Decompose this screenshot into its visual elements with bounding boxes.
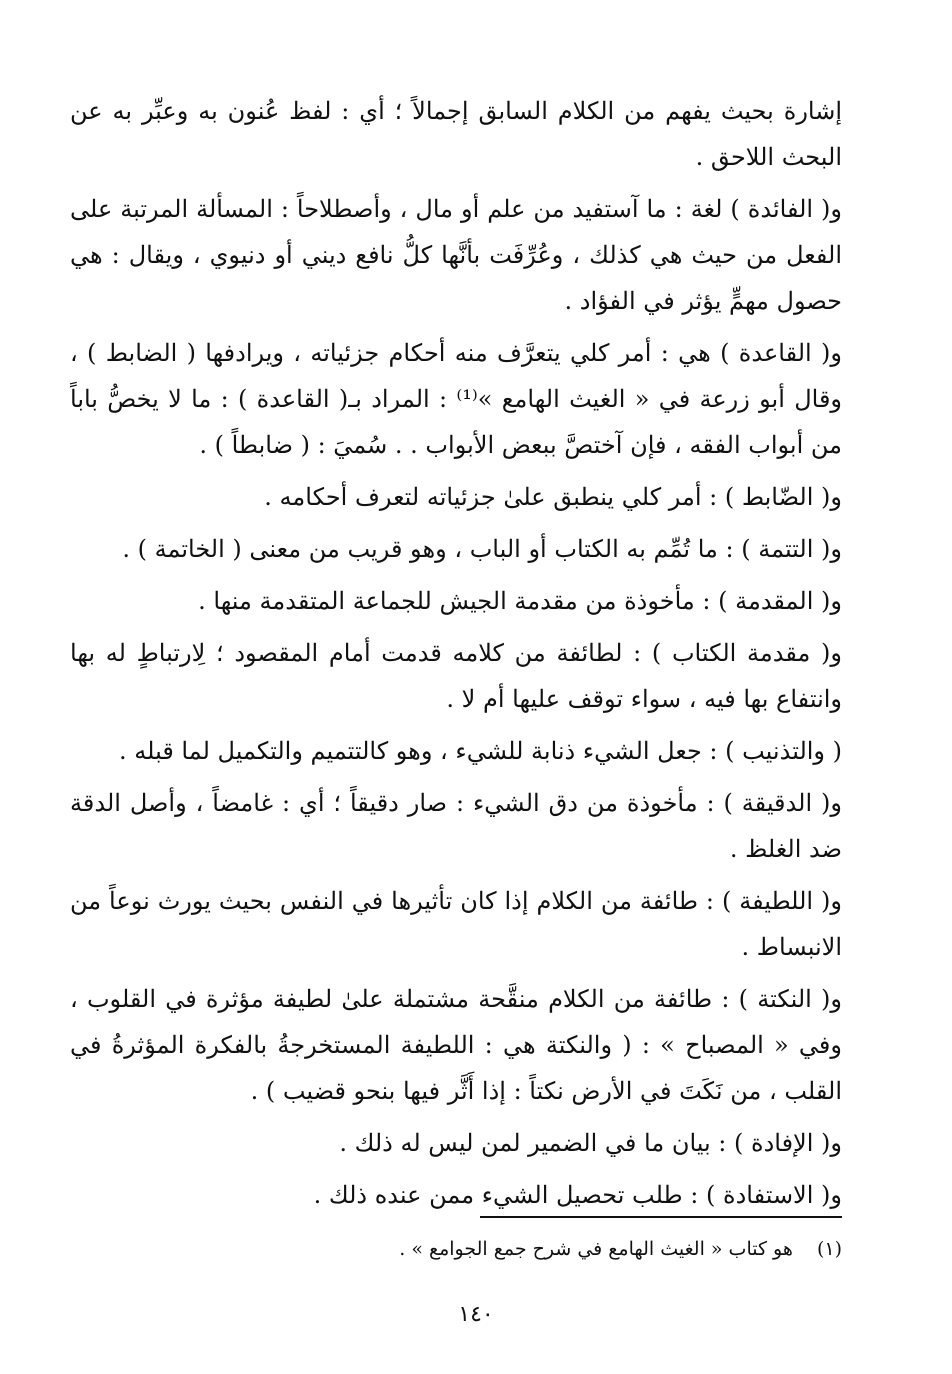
footnote [142, 1234, 842, 1264]
paragraph-3: و( القاعدة ) هي : أمر كلي يتعرَّف منه أحكام جزئياته ، ويرادفها ( الضابط ) ، وقال أبو زرعة في « الغيث الهامع »⁽¹⁾ : المراد بـ( القاعدة ) : ما لا يخصُّ باباً من أبواب الفقه ، فإن آختصَّ ببعض الأبواب . . سُميَ : ( ضابطاً ) . [70, 339, 843, 459]
paragraph-8: ( والتذنيب ) : جعل الشيء ذنابة للشيء ، وهو كالتتميم والتكميل لما قبله . [119, 737, 842, 765]
paragraph-10: و( اللطيفة ) : طائفة من الكلام إذا كان تأثيرها في النفس بحيث يورث نوعاً من الانبساط . [70, 887, 842, 961]
footnote-number: (١) [816, 1238, 842, 1260]
paragraph-11: و( النكتة ) : طائفة من الكلام منقَّحة مشتملة علىٰ لطيفة مؤثرة في القلوب ، وفي « المصباح » : ( والنكتة هي : اللطيفة المستخرجةُ بالفكرة المؤثرةُ في القلب ، من نَكَتَ في الأرض نكتاً : إذا أَثَّر فيها بنحو قضيب ) . [70, 985, 842, 1105]
page-body [70, 88, 842, 1224]
paragraph-12: و( الإفادة ) : بيان ما في الضمير لمن ليس له ذلك . [339, 1129, 842, 1157]
paragraph-13: و( الاستفادة ) : طلب تحصيل الشيء ممن عنده ذلك . [313, 1181, 842, 1209]
paragraph-1: إشارة بحيث يفهم من الكلام السابق إجمالاً ؛ أي : لفظ عُنون به وعبِّر به عن البحث اللاحق . [70, 97, 842, 171]
footnote-divider [480, 1216, 842, 1218]
footnote-text: هو كتاب « الغيث الهامع في شرح جمع الجوامع » . [399, 1238, 793, 1260]
paragraph-6: و( المقدمة ) : مأخوذة من مقدمة الجيش للجماعة المتقدمة منها . [198, 587, 842, 615]
paragraph-2: و( الفائدة ) لغة : ما آستفيد من علم أو مال ، وأصطلاحاً : المسألة المرتبة على الفعل من حيث هي كذلك ، وعُرِّفَت بأنَّها كلُّ نافع ديني أو دنيوي ، ويقال : هي حصول مهمٍّ يؤثر في الفؤاد . [70, 195, 842, 315]
paragraph-4: و( الضّابط ) : أمر كلي ينطبق علىٰ جزئياته لتعرف أحكامه . [264, 483, 842, 511]
paragraph-9: و( الدقيقة ) : مأخوذة من دق الشيء : صار دقيقاً ؛ أي : غامضاً ، وأصل الدقة ضد الغلظ . [70, 789, 842, 863]
paragraph-7: و( مقدمة الكتاب ) : لطائفة من كلامه قدمت أمام المقصود ؛ لِارتباطٍ له بها وانتفاع بها فيه ، سواء توقف عليها أم لا . [70, 639, 842, 713]
paragraph-5: و( التتمة ) : ما تُمِّم به الكتاب أو الباب ، وهو قريب من معنى ( الخاتمة ) . [122, 535, 842, 563]
page-number: ١٤٠ [458, 1302, 494, 1327]
